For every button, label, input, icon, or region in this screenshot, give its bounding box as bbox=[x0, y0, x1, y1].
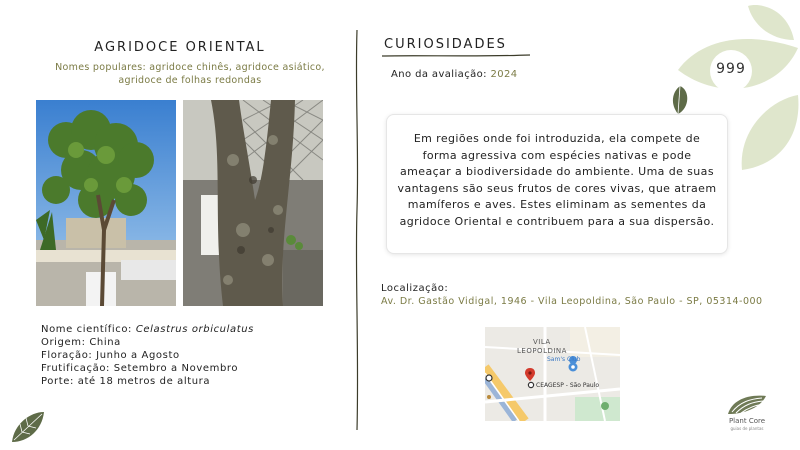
fact-fruiting: Frutificação: Setembro a Novembro bbox=[41, 363, 239, 374]
curiosities-card bbox=[386, 114, 728, 254]
page-title: AGRIDOCE ORIENTAL bbox=[94, 40, 266, 55]
curiosities-heading: CURIOSIDADES bbox=[384, 37, 507, 52]
tree-photo-2 bbox=[183, 100, 323, 306]
location-map[interactable] bbox=[485, 327, 620, 421]
fact-origin: Origem: China bbox=[41, 337, 121, 348]
scientific-name-value: Celastrus orbiculatus bbox=[135, 324, 254, 335]
curiosities-text: Em regiões onde foi introduzida, ela compete de forma agressiva com espécies nativas e pode ameaçar a biodiversidade do ambiente. Uma de suas vantagens são seus frutos de cores vivas, que atraem mamíferos e aves. Estes eliminam as sementes da agridoce Oriental e contribuem para a sua dispersão. bbox=[397, 132, 717, 228]
fact-label: Nome científico: bbox=[41, 324, 136, 335]
evaluation-year bbox=[391, 69, 518, 80]
map-poi-ceagesp: CEAGESP - São Paulo bbox=[536, 382, 600, 389]
year-label: Ano da avaliação: bbox=[391, 69, 491, 80]
leaf-shape bbox=[742, 95, 799, 170]
brand-name: Plant Core bbox=[728, 417, 766, 425]
heading-underline bbox=[382, 53, 532, 59]
year-value: 2024 bbox=[490, 69, 518, 80]
map-district-label: VILA bbox=[533, 338, 551, 346]
popular-names: Nomes populares: agridoce chinês, agridoce asiático, agridoce de folhas redondas bbox=[55, 62, 325, 86]
map-poi-sams: Sam's Club bbox=[547, 356, 581, 363]
badge-number: 999 bbox=[716, 61, 746, 77]
location-label: Localização: bbox=[381, 283, 449, 294]
fact-flowering: Floração: Junho a Agosto bbox=[41, 350, 180, 361]
leaf-shape bbox=[748, 5, 794, 40]
fact-scientific-name bbox=[41, 323, 254, 336]
plant-core-logo-icon bbox=[726, 392, 768, 416]
brand-tagline: guias de plantas bbox=[730, 426, 764, 431]
tree-photo-1 bbox=[36, 100, 176, 306]
small-leaf-icon bbox=[673, 86, 687, 114]
location-address: Av. Dr. Gastão Vidigal, 1946 - Vila Leopoldina, São Paulo - SP, 05314-000 bbox=[381, 296, 763, 307]
fact-size: Porte: até 18 metros de altura bbox=[41, 376, 211, 387]
leaf-icon bbox=[8, 408, 48, 446]
map-district-label-2: LEOPOLDINA bbox=[517, 347, 567, 355]
plant-facts bbox=[41, 323, 254, 388]
vertical-divider bbox=[352, 30, 362, 430]
